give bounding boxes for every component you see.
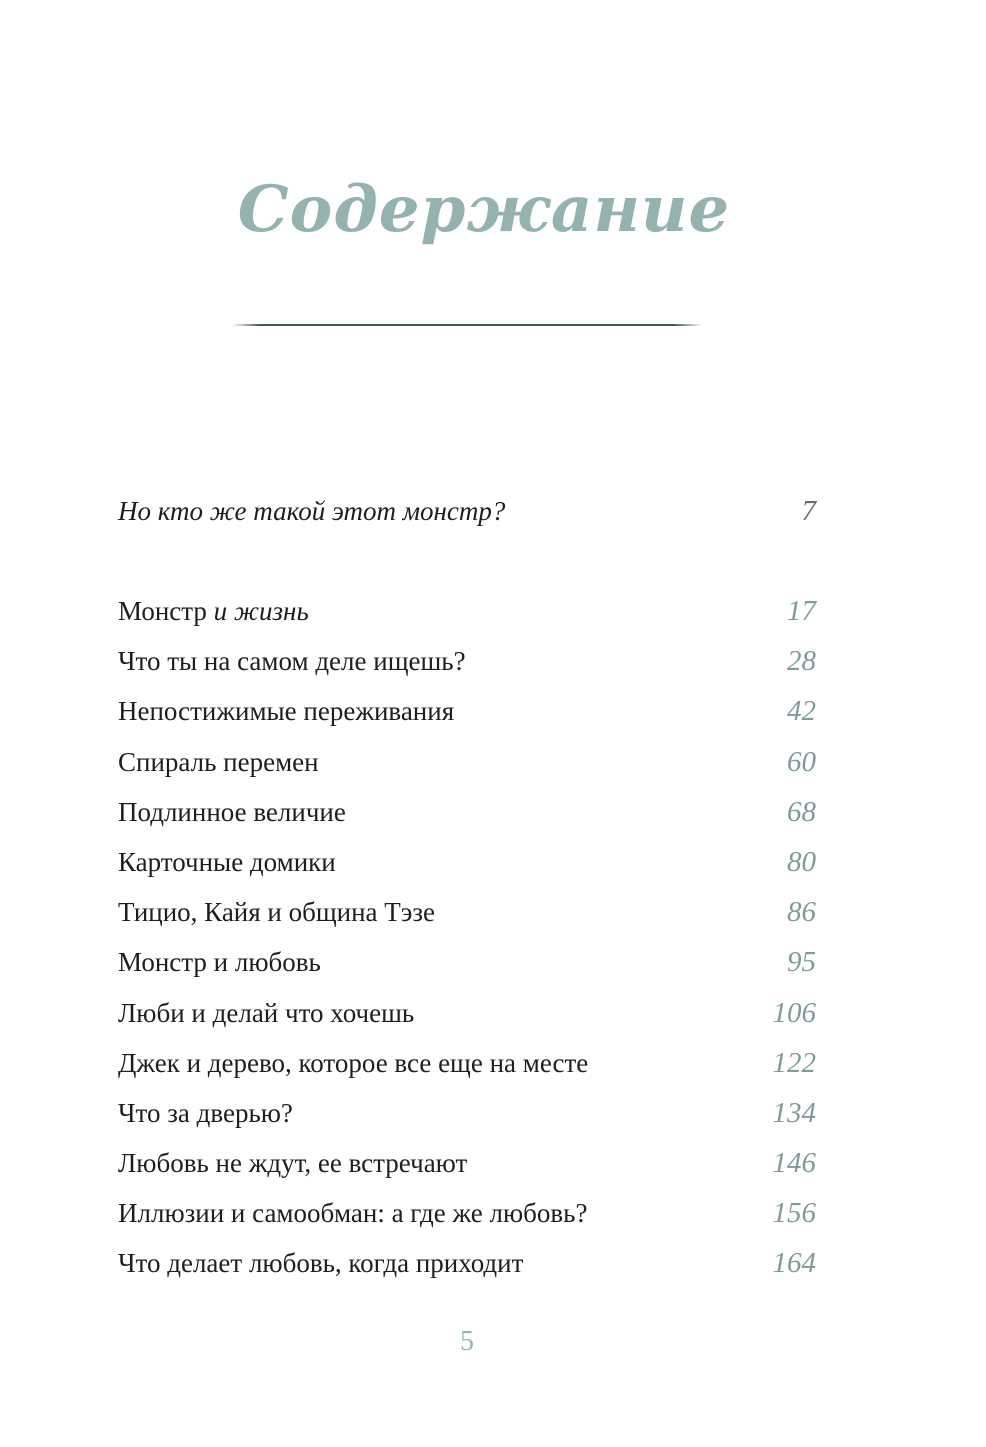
toc-entry-label: Монстр и любовь bbox=[118, 947, 321, 978]
toc-entry-page: 28 bbox=[787, 645, 816, 678]
toc-entry-page: 42 bbox=[787, 695, 816, 728]
toc-entry[interactable] bbox=[118, 1092, 816, 1142]
toc-entry-label: Что ты на самом деле ищешь? bbox=[118, 646, 466, 677]
toc-entry-label: Что делает любовь, когда приходит bbox=[118, 1248, 524, 1279]
toc-entry-label: Иллюзии и самообман: а где же любовь? bbox=[118, 1198, 588, 1229]
toc-entry-page: 17 bbox=[787, 595, 816, 627]
toc-entry[interactable] bbox=[118, 1242, 816, 1292]
toc-entry-page: 164 bbox=[772, 1247, 816, 1280]
toc-entry[interactable] bbox=[118, 590, 816, 640]
toc-entry[interactable] bbox=[118, 841, 816, 891]
toc-entry[interactable] bbox=[118, 1192, 816, 1242]
toc-entry-page: 60 bbox=[787, 745, 816, 778]
table-of-contents bbox=[118, 490, 816, 1293]
toc-entry-label: Подлинное величие bbox=[118, 796, 346, 827]
toc-entry[interactable] bbox=[118, 741, 816, 791]
toc-entry-page: 95 bbox=[787, 946, 816, 979]
toc-entry-page: 156 bbox=[772, 1197, 816, 1230]
toc-entry[interactable] bbox=[118, 1142, 816, 1192]
toc-entry-intro[interactable] bbox=[118, 490, 816, 590]
toc-entry[interactable] bbox=[118, 992, 816, 1042]
toc-entry[interactable] bbox=[118, 690, 816, 740]
toc-entry-label-main: Монстр bbox=[118, 596, 214, 626]
toc-entry-label: Что за дверью? bbox=[118, 1097, 293, 1128]
toc-entry-label: Непостижимые переживания bbox=[118, 696, 455, 727]
toc-entry[interactable] bbox=[118, 941, 816, 991]
page-number: 5 bbox=[460, 1326, 474, 1357]
toc-entry[interactable] bbox=[118, 640, 816, 690]
toc-entry-page: 106 bbox=[772, 996, 816, 1029]
toc-entry-label-italic: и жизнь bbox=[213, 596, 309, 626]
page-title: Содержание bbox=[237, 172, 731, 247]
toc-entry-label: Люби и делай что хочешь bbox=[118, 997, 415, 1028]
toc-entry-page: 122 bbox=[772, 1046, 816, 1079]
toc-entry-page: 146 bbox=[772, 1147, 816, 1180]
toc-entry-page: 7 bbox=[801, 495, 816, 527]
toc-entry-page: 134 bbox=[772, 1096, 816, 1129]
toc-entry[interactable] bbox=[118, 891, 816, 941]
title-divider bbox=[232, 324, 702, 326]
toc-entry-label: Любовь не ждут, ее встречают bbox=[118, 1148, 468, 1179]
toc-entry-label bbox=[118, 590, 309, 632]
toc-entry[interactable] bbox=[118, 1042, 816, 1092]
toc-entry-page: 80 bbox=[787, 845, 816, 878]
toc-entry-label: Карточные домики bbox=[118, 846, 336, 877]
toc-entry[interactable] bbox=[118, 791, 816, 841]
toc-entry-page: 68 bbox=[787, 795, 816, 828]
toc-entry-page: 86 bbox=[787, 896, 816, 929]
toc-entry-label: Спираль перемен bbox=[118, 746, 319, 777]
toc-entry-label: Но кто же такой этот монстр? bbox=[118, 496, 506, 526]
toc-entry-label: Джек и дерево, которое все еще на месте bbox=[118, 1047, 589, 1078]
toc-entry-label: Тицио, Кайя и община Тэзе bbox=[118, 897, 436, 928]
